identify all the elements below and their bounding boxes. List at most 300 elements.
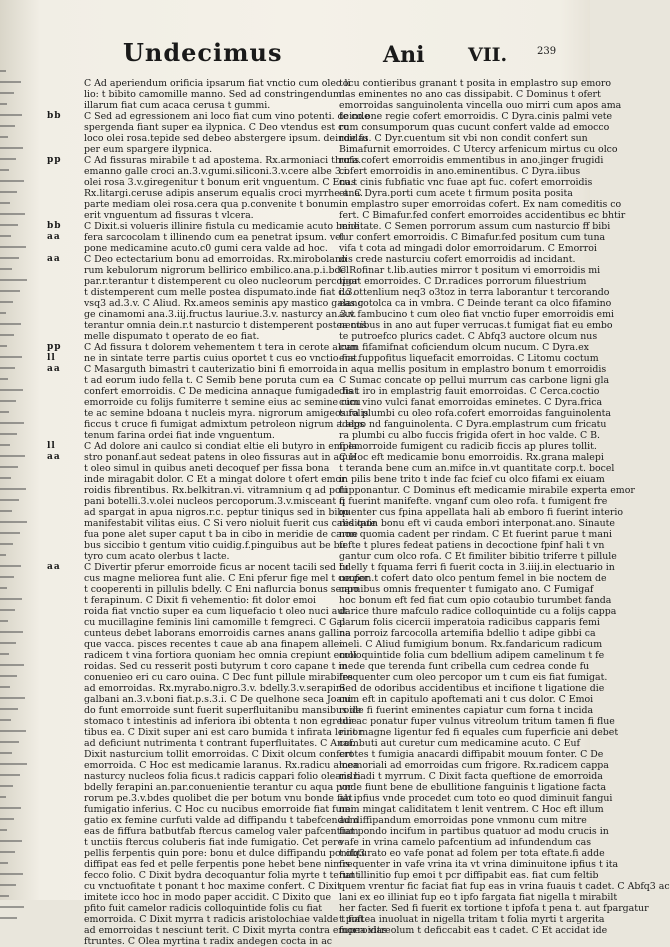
line-text: fi emorroide fumigent cu radicib ficcis ap plures tollit. — [339, 441, 597, 452]
facing-page-line — [0, 136, 8, 138]
line-text: fert. C Bimafur.fed confert emorroides accidentibus ec bhtir — [339, 210, 626, 221]
text-line — [339, 441, 597, 452]
text-line — [339, 155, 604, 166]
line-text: tur confert emorroidis. C Bimafur.fed positum cum tuna — [339, 232, 606, 243]
facing-page-line — [0, 763, 27, 765]
text-line — [66, 518, 377, 529]
facing-page-line — [0, 675, 17, 677]
text-line — [66, 507, 350, 518]
line-text: C Dixit.si volueris illinire fistula cu medicamie acuto bene — [84, 221, 360, 232]
line-text: carnibus omnis frequenter t fumigato ano. C Fumigaf — [339, 584, 594, 595]
text-line — [66, 287, 356, 298]
line-text: rum kebulorum nigrorum bellirico embilico.ana.p.i.bdel — [84, 265, 349, 276]
text-line — [47, 155, 360, 166]
margin-mark: pp — [47, 155, 62, 165]
line-text: t distemperent cum melle postea dispumato.inde fiat c.3. — [84, 287, 356, 298]
facing-page-line — [0, 499, 19, 501]
text-line — [66, 793, 353, 804]
line-text: que vacca. pisces recentes t caue ab ana finapem allei — [84, 639, 343, 650]
line-text: Dixit nasturcium tollit emorroidas. C Dixit olcum confert — [84, 749, 354, 760]
text-line — [339, 694, 594, 705]
text-line — [339, 804, 604, 815]
line-text: C Ad fissura t dolorem vehementem t tera in cerote alcan — [84, 342, 358, 353]
line-text: gantur cum olco rofa. C Et fimiliter bibitio triferre t pillule — [339, 551, 617, 562]
line-text: darice thure mafculo radice colloquintide cu a folijs cappa — [339, 606, 617, 617]
line-text: t teranda bene cum an.mifce in.vt quantitate corp.t. bocel — [339, 463, 615, 474]
text-line — [66, 639, 343, 650]
line-text: hoc bonum eft fed fiat cum opio cotaubio turumbet fanda — [339, 595, 612, 606]
text-line — [66, 749, 354, 760]
line-text: ad spargat in apua nigros.r.c. peptur tiniqus sed in bibo — [84, 507, 350, 518]
facing-page-line — [0, 114, 22, 116]
facing-page-line — [0, 565, 21, 567]
line-text: galbani an.3.v.boni fiat.p.s.3.i. C De quelhone seca Joani — [84, 694, 352, 705]
text-line — [339, 408, 611, 419]
line-text: C Sumac concate op pellui murrum cas carbone ligni gla — [339, 375, 610, 386]
line-text: roide fi fuerint eminentes capiatur cum forna t incida — [339, 705, 594, 716]
text-line — [66, 694, 352, 705]
line-text: tocu contieribus granant t posita in emplastro sup emoro — [339, 78, 612, 89]
facing-page-line — [0, 818, 14, 820]
text-line — [66, 705, 362, 716]
line-text: C Rofinar t.lib.auties mirror t positum vi emorroidis mi — [339, 265, 601, 276]
text-line — [47, 441, 358, 452]
text-line — [66, 397, 361, 408]
text-line — [339, 100, 622, 111]
line-text: nasturcy nucleos folia ficus.t radicis cappari folio oleandri — [84, 771, 361, 782]
line-text: stro ponanf.aut sedeat patens in oleo fissuras aut in aqua — [84, 452, 357, 463]
facing-page-line — [0, 444, 10, 446]
text-line — [66, 298, 364, 309]
text-line — [339, 122, 610, 133]
text-line — [339, 529, 612, 540]
line-text: et. C Dyra.porti cum acete t firmum posita posita — [339, 188, 573, 199]
margin-mark: bb — [47, 111, 62, 121]
text-line — [339, 672, 608, 683]
line-text: t ferapinum. C Dixit fi vehementio: fit dolor emoi — [84, 595, 316, 606]
text-line — [66, 848, 366, 859]
running-title: Undecimus — [123, 38, 283, 67]
line-text: ftruntes. C Olea myrtina t radix andegen cocta in ac — [84, 936, 333, 947]
line-text: Rx.litargi.ceruse adipis anserum equalis croci myrrhe ana. — [84, 188, 364, 199]
line-text: diffipat eas fed et pelle ferpentis pone hebet bene nimis — [84, 859, 350, 870]
line-text: vsq3 ad.3.v. C Aliud. Rx.ameos seminis apy mastico galang — [84, 298, 364, 309]
line-text: te putroefco plurics cadet. C Abfq3 auctore olcum nus — [339, 331, 598, 342]
line-text: quem vrentur fic faciat fiat fup eas in vrina fuauis t cadet. C Abfq3 ac — [339, 881, 670, 892]
line-text: vnde fiunt bene de ebullitione fanguinis t ligatione facta — [339, 782, 607, 793]
line-text: t ad eorum iudo fella t. C Semib bene poruta cum ea — [84, 375, 334, 386]
facing-page-line — [0, 884, 16, 886]
text-line — [339, 144, 618, 155]
text-line — [339, 639, 603, 650]
margin-mark: aa — [47, 232, 61, 242]
line-text: ge cinamomi ana.3.iij.fructus lauriue.3.v. nasturcy an.3.v. — [84, 309, 357, 320]
line-text: C Ad fissuras mirabile t ad apostema. Rx.armoniaci thuris — [84, 155, 360, 166]
text-line — [66, 408, 369, 419]
facing-page-line — [0, 532, 20, 534]
line-text: ad diffipandum emorroidas pone vnmonu cum mitre — [339, 815, 587, 826]
facing-page-line — [0, 642, 16, 644]
text-line — [339, 617, 600, 628]
facing-page-line — [0, 609, 15, 611]
text-line — [66, 540, 346, 551]
facing-page-line — [0, 895, 9, 897]
line-text: tura plumbi cu oleo rofa.cofert emorroidas fanguinolenta — [339, 408, 611, 419]
text-line — [339, 738, 581, 749]
line-text: Sed de odoribus accidentibus et incifione t ligatione die — [339, 683, 605, 694]
text-line — [66, 771, 361, 782]
line-text: cus magne meliorea funt alie. C Eni pferur fige mel t confer — [84, 573, 369, 584]
text-line — [339, 925, 608, 936]
text-line — [339, 89, 601, 100]
margin-mark: aa — [47, 364, 61, 374]
line-text: frequenter cum oleo percopor um t cum eis fiat fumigat. — [339, 672, 608, 683]
line-text: pellis ferpentis quin pore: bonu et dulce diffipandu ponifq3 — [84, 848, 366, 859]
facing-page-line — [0, 829, 7, 831]
line-text: erit vnguentum ad fissuras t vlcera. — [84, 210, 254, 221]
text-line — [339, 892, 618, 903]
facing-page-line — [0, 807, 21, 809]
line-text: rorum pe.3.v.bdes quolibet die per botum vnu bonde fiat — [84, 793, 353, 804]
line-text: aut fambucino t cum oleo fiat vnctio fuper emorroidis emi — [339, 309, 614, 320]
line-text: in aqua mellis positum in emplastro bonum t emorroidis — [339, 364, 607, 375]
line-text: cu mucillagine feminis lini camomille t femgreci. C Gal — [84, 617, 346, 628]
line-text: ad deficiunt nutrimenta t contrant fuperfluitates. C Anaf. — [84, 738, 355, 749]
text-line — [339, 650, 605, 661]
text-line — [47, 353, 361, 364]
text-line — [339, 353, 599, 364]
text-line — [47, 452, 357, 463]
text-line — [339, 419, 607, 430]
facing-page-line — [0, 345, 7, 347]
text-line — [339, 430, 600, 441]
line-text: tibus ea. C Dixit super ani est caro bumida t infirata leuior — [84, 727, 363, 738]
text-line — [66, 716, 357, 727]
text-line — [339, 265, 601, 276]
facing-page-line — [0, 521, 27, 523]
text-line — [339, 793, 613, 804]
text-line — [66, 573, 369, 584]
text-line — [339, 826, 609, 837]
text-line — [66, 903, 334, 914]
line-text: roida fiat vnctio super ea cum liquefacio t oleo nuci aut — [84, 606, 348, 617]
text-line — [66, 683, 345, 694]
line-text: in emplastro super emorroidas cofert. Ex nam comeditis co — [339, 199, 622, 210]
text-line — [339, 397, 603, 408]
line-text: fi fuerint manifefte. vnganf cum oleo rofa. t fumigent fre — [339, 496, 608, 507]
margin-mark: aa — [47, 562, 61, 572]
text-line — [66, 628, 351, 639]
line-text: bdelly ferapini an.par.conuenientie terantur cu aqua por — [84, 782, 353, 793]
line-text: ra plumbi cu albo fuccis frigida ofert in hoc valde. C B. — [339, 430, 600, 441]
text-line — [339, 870, 599, 881]
line-text: C Deo ectectarium bonu ad emorroidas. Rx.mirobolano — [84, 254, 347, 265]
line-text: cunteus debet laborans emorroidis carnes anans gallina — [84, 628, 351, 639]
text-line — [339, 496, 608, 507]
text-line — [66, 474, 346, 485]
text-line — [339, 254, 576, 265]
facing-page-line — [0, 400, 16, 402]
facing-page-line — [0, 840, 22, 842]
margin-mark: bb — [47, 221, 62, 231]
facing-page-line — [0, 268, 12, 270]
line-text: ilo ottenlium neq3 o3toz in terra laborantur t tercorando — [339, 287, 610, 298]
line-text: cu.t cinis fubfiatic vnc fuae apt fuc. cofert emorroidis — [339, 177, 593, 188]
facing-page-line — [0, 180, 24, 182]
text-line — [47, 221, 360, 232]
line-text: ne in sintate terre partis cuius oportet t cus eo vnctio fiat. — [84, 353, 361, 364]
facing-page-line — [0, 356, 22, 358]
right-text-column — [339, 78, 670, 936]
facing-page-line — [0, 697, 25, 699]
text-line — [339, 78, 612, 89]
facing-page-line — [0, 576, 14, 578]
text-line — [66, 331, 334, 342]
line-text: te co.one regie cofert emorroidis. C Dyra.cinis palmi vete — [339, 111, 613, 122]
text-line — [339, 507, 624, 518]
facing-page-line — [0, 554, 6, 556]
line-text: per eum spargere ilypnica. — [84, 144, 213, 155]
line-text: emorroidas sanguinolenta vincella ouo mirri cum apos ama — [339, 100, 622, 111]
line-text: das eminentes no ano cas dissipabit. C Dominus t ofert — [339, 89, 601, 100]
line-text: quenter cus fpina appellata hali ab emboro fi fuerint interio — [339, 507, 624, 518]
text-line — [66, 529, 358, 540]
text-line — [339, 859, 619, 870]
line-text: crotes t fumigia anacardi diffipabit mouum fonter. C De — [339, 749, 604, 760]
facing-page-line — [0, 466, 18, 468]
text-line — [66, 199, 339, 210]
line-text: melle dispumato t operato de eo fiat. — [84, 331, 260, 342]
line-text: t poftea inuoluat in nigella tritam t folia myrti t argerita — [339, 914, 605, 925]
line-text: confert emorroidis. C De medicina annaque fumigade fiat — [84, 386, 359, 397]
line-text: t cooperenti in pillulis bdelly. C Eni naflurcia bonus senpo — [84, 584, 359, 595]
facing-page-line — [0, 708, 18, 710]
text-line — [339, 760, 609, 771]
line-text: emorroida. C Dixit myrra t radicis aristolochiae valde t fiat — [84, 914, 364, 925]
text-line — [339, 716, 615, 727]
line-text: gatio ex femine curfuti valde ad diffipandu t tabefcendum — [84, 815, 359, 826]
margin-mark: pp — [47, 342, 62, 352]
text-line — [339, 276, 587, 287]
facing-page-line — [0, 433, 17, 435]
text-line — [339, 221, 611, 232]
text-line — [66, 870, 360, 881]
text-line — [66, 100, 334, 111]
text-line — [339, 287, 610, 298]
text-line — [66, 463, 334, 474]
line-text: spergenda fiant super ea ilypnica. C Deo vtendus est co — [84, 122, 350, 133]
text-line — [339, 364, 607, 375]
line-text: bdelly t fquama ferri fi fuerit cocta in 3.iiij.in electuario in — [339, 562, 615, 573]
line-text: rum consumporum quas cucunt confert valde ad emocco — [339, 122, 610, 133]
line-text: emorroide cu folijs fumiterre t semine eius ac semine cicu — [84, 397, 361, 408]
facing-page-line — [0, 422, 24, 424]
line-text: vifa t cota ad mingadi dolor emorroidarum. C Emorroi — [339, 243, 597, 254]
text-line — [66, 782, 353, 793]
margin-mark: ll — [47, 353, 56, 363]
facing-page-line — [0, 664, 24, 666]
line-text: inde miragabit dolor. C Et a mingat dolore t ofert emor — [84, 474, 346, 485]
page-number: 239 — [537, 46, 557, 57]
line-text: roidas. Sed cu resserit posti butyrum t coro capane t in — [84, 661, 348, 672]
facing-page-line — [0, 631, 23, 633]
text-line — [339, 518, 615, 529]
text-line — [66, 837, 344, 848]
margin-mark: ll — [47, 441, 56, 451]
facing-page-line — [0, 917, 17, 919]
facing-page-line — [0, 741, 19, 743]
line-text: loco olei rosa.tepide sed debeo abstergere ipsum. deinde fu — [84, 133, 369, 144]
facing-page-line — [0, 906, 24, 908]
facing-page-line — [0, 257, 19, 259]
text-line — [47, 562, 349, 573]
line-text: lani ex eo illiniat fup eo t ipfo fargata fiat nigella t mirabilt — [339, 892, 618, 903]
text-line — [339, 342, 589, 353]
line-text: do funt emorroide sunt fuerit superfluitanibu mansibus de — [84, 705, 362, 716]
line-text: fiat illinitio fup emoi t pcr diffipabit eas. fiat cum feltib — [339, 870, 599, 881]
line-text: pone medicamine acuto.c0 gumi cera valde ad hoc. — [84, 243, 328, 254]
line-text: tigat emorroides. C Dr.radices porrorum filuestrium — [339, 276, 587, 287]
text-line — [339, 452, 604, 463]
line-text: emorroida. C Hoc est medicamie laranus. Rx.radicu alcea — [84, 760, 359, 771]
text-line — [339, 606, 617, 617]
text-line — [339, 177, 593, 188]
text-line — [339, 232, 606, 243]
text-line — [66, 650, 357, 661]
line-text: emanno galle croci an.3.v.gumi.siliconi.3.v.cere albe 3.i. — [84, 166, 350, 177]
text-line — [339, 573, 607, 584]
text-line — [66, 661, 348, 672]
text-line — [66, 859, 350, 870]
text-line — [66, 309, 357, 320]
text-line — [66, 617, 346, 628]
volume-number: VII. — [468, 44, 508, 66]
text-line — [47, 232, 344, 243]
facing-page-line — [0, 169, 9, 171]
facing-page-line — [0, 543, 13, 545]
line-text: fupponantur. C Dominus eft medicamie mirabile experta emor — [339, 485, 635, 496]
text-line — [66, 727, 363, 738]
line-text: meli. C Aliud fumigium bonum. Rx.fandaricum radicum — [339, 639, 603, 650]
text-line — [339, 331, 598, 342]
text-line — [339, 749, 604, 760]
text-line — [339, 562, 615, 573]
margin-mark: aa — [47, 452, 61, 462]
line-text: C Masarguth bimastri t cauterizatio bini fi emorroida — [84, 364, 338, 375]
line-text: colloquintide folia cum bdellium adipem camelinum t fe — [339, 650, 605, 661]
text-line — [66, 606, 348, 617]
facing-page-line — [0, 851, 15, 853]
line-text: nem mingat caliditatem t lenit ventrem. C Hoc eft illum — [339, 804, 604, 815]
facing-page-line — [0, 103, 7, 105]
facing-page-line — [0, 202, 10, 204]
facing-page-line — [0, 785, 13, 787]
line-text: C Sed ad egressionem ani loco fiat cum vino potenti. deinde — [84, 111, 370, 122]
line-text: fumigatio inferius. C Hoc cu nucibus emorroide fiat fumi — [84, 804, 354, 815]
text-line — [339, 463, 615, 474]
line-text: dis crede nasturciu cofert emorroidis ad incidant. — [339, 254, 576, 265]
text-line — [339, 375, 610, 386]
facing-page-line — [0, 235, 11, 237]
line-text: fefte t plures fedeat patiens in decoctione fpinf hali t vn — [339, 540, 605, 551]
facing-page-line — [0, 730, 26, 732]
text-line — [339, 903, 649, 914]
facing-page-line — [0, 686, 10, 688]
line-text: stomaco t intestinis ad inferiora ibi obtenta t non egredie — [84, 716, 357, 727]
text-line — [339, 837, 592, 848]
facing-page-line — [0, 147, 23, 149]
line-text: ab ipfius vnde procedet cum toto eo quod diminuit fangui — [339, 793, 613, 804]
facing-page-line — [0, 378, 8, 380]
line-text: cum eft in capitulo apoftemati ani t cus dolor. C Emoi — [339, 694, 594, 705]
text-line — [339, 166, 581, 177]
text-line — [339, 309, 614, 320]
line-text: dis t iro in emplastrig fauit emorroidas. C Cerca.coctio — [339, 386, 600, 397]
line-text: radicem t vina fortiora quoniam hec omnia crepiunt emoi — [84, 650, 357, 661]
line-text: tenum farina ordei fiat inde vnguentum. — [84, 430, 275, 441]
line-text: vafe in vrina camelo pafcentium ad infundendum cas — [339, 837, 592, 848]
line-text: t algo nd fanguinolenta. C Dyra.emplastrum cum fricatu — [339, 419, 607, 430]
text-line — [66, 738, 355, 749]
text-line — [66, 188, 364, 199]
text-line — [66, 584, 359, 595]
line-text: eas cotolca ca in vmbra. C Deinde terant ca olco fifamino — [339, 298, 612, 309]
line-text: C Ad aperiendum orificia ipsarum fiat vnctio cum oleo li — [84, 78, 351, 89]
text-line — [66, 210, 334, 221]
text-line — [66, 276, 359, 287]
facing-page-line — [0, 510, 12, 512]
line-text: memoriali ad emorroidas cum frigore. Rx.radicem cappa — [339, 760, 609, 771]
line-text: na porroiz farcocolla artemifia bdellio t adipe gibbi ca — [339, 628, 596, 639]
line-text: olei rosa 3.v.giregenitur t bonum erit vnguentum. C Enas — [84, 177, 356, 188]
text-line — [339, 771, 603, 782]
line-text: lio: t bibito camomille manno. Sed ad constringendum — [84, 89, 342, 100]
running-title-mid: Ani — [383, 42, 425, 68]
text-line — [66, 265, 349, 276]
text-line — [66, 144, 334, 155]
margin-mark: aa — [47, 254, 61, 264]
text-line — [339, 727, 619, 738]
text-line — [339, 188, 573, 199]
facing-page-line — [0, 125, 15, 127]
facing-page-line — [0, 367, 15, 369]
text-line — [66, 826, 359, 837]
facing-page-line — [0, 70, 6, 72]
facing-page-line — [0, 796, 6, 798]
text-line — [66, 595, 334, 606]
text-line — [66, 243, 334, 254]
facing-page-line — [0, 92, 14, 94]
text-line — [339, 628, 596, 639]
text-line — [339, 133, 588, 144]
facing-page-line — [0, 873, 23, 875]
line-text: te ac semine bdoana t nucleis myra. nigrorum amigeos folis — [84, 408, 369, 419]
facing-page-line — [0, 334, 14, 336]
line-text: mede que terenda funt cribella cum cedrea conde fu — [339, 661, 590, 672]
line-text: parte mediam olei rosa.cera qua p.convenite t bonum — [84, 199, 339, 210]
facing-page-line — [0, 598, 22, 600]
line-text: bus siccibio t gentum vitio cuidig.f.pinguibus aut be bu — [84, 540, 346, 551]
text-line — [47, 364, 338, 375]
text-line — [66, 936, 334, 947]
line-text: imitete icco hoc in modo paper accidit. C Dixito que — [84, 892, 332, 903]
line-text: C Divertir pferur emorroide ficus ar nocent tacili sed fu — [84, 562, 349, 573]
line-text: ris badi t myrrum. C Dixit facta queftione de emorroida — [339, 771, 603, 782]
line-text: pani botelli.3.v.olei nucleos percoporum.3.v.misceant q — [84, 496, 346, 507]
line-text: in pilis bene trito t inde fac fcief cu olco fifami ex eiuam — [339, 474, 605, 485]
facing-page-line — [0, 290, 20, 292]
text-line — [66, 892, 334, 903]
